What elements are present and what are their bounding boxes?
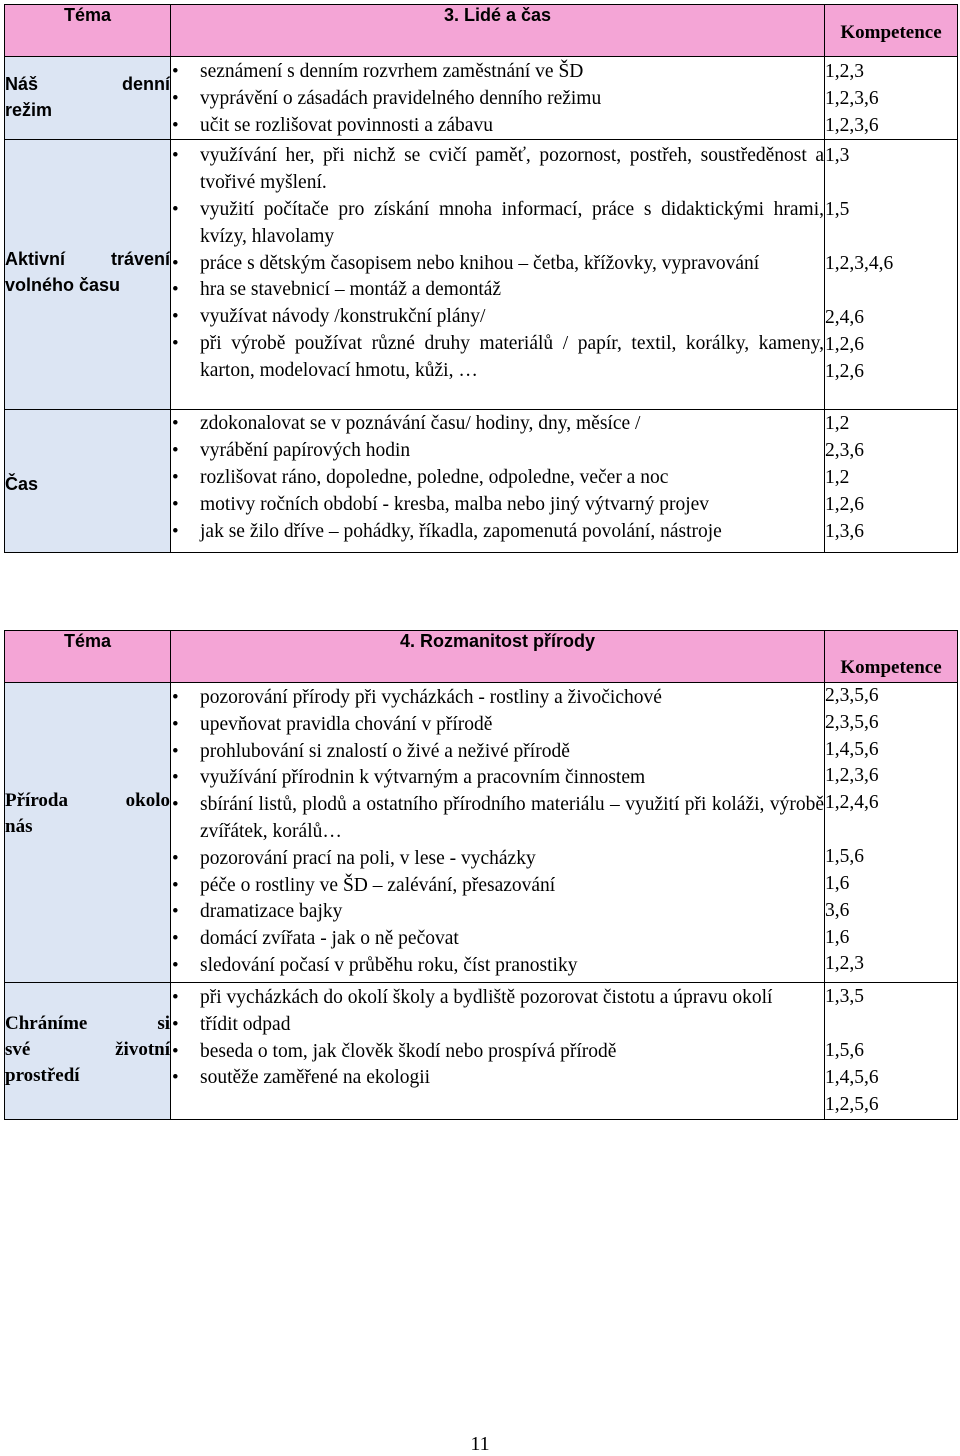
list-item: • využívání přírodnin k výtvarným a pracovním činnostem: [171, 765, 824, 792]
list-item: • zdokonalovat se v poznávání času/ hodiny, dny, měsíce /: [171, 411, 824, 438]
competence-cell: [825, 983, 958, 1120]
list-item: • hra se stavebnicí – montáž a demontáž: [171, 277, 824, 304]
header-title: 3. Lidé a čas: [171, 5, 825, 57]
list-item: • motivy ročních období - kresba, malba nebo jiný výtvarný projev: [171, 492, 824, 519]
table-row: [5, 57, 958, 140]
list-item: • péče o rostliny ve ŠD – zalévání, přesazování: [171, 873, 824, 900]
competence-value: 1,5,6: [825, 1040, 864, 1061]
competence-value: 2,4,6: [825, 307, 864, 329]
topic-priroda-okolo-nas: Příroda okolo nás: [5, 683, 171, 983]
competence-value: 1,2,6: [825, 493, 864, 515]
competence-value: 1,6: [825, 926, 850, 948]
competence-value: 2,3,5,6: [825, 685, 879, 706]
competence-value: 1,2,3: [825, 953, 864, 975]
list-item: • soutěže zaměřené na ekologii: [171, 1065, 824, 1092]
competence-cell: [825, 683, 958, 983]
competence-value: 2,3,5,6: [825, 711, 879, 733]
table-lide-a-cas: [4, 4, 958, 553]
header-topic: Téma: [5, 631, 171, 683]
competence-value: 2,3,6: [825, 440, 864, 462]
competence-value: 1,5,6: [825, 846, 864, 868]
items-cell: [171, 683, 825, 983]
competence-value: 3,6: [825, 899, 850, 921]
list-item: • třídit odpad: [171, 1012, 824, 1039]
competence-value: 1,2,3,6: [825, 87, 879, 109]
items-cell: [171, 140, 825, 410]
header-title: 4. Rozmanitost přírody: [171, 631, 825, 683]
list-item: • pozorování prací na poli, v lese - vycházky: [171, 846, 824, 873]
list-item: • využívání her, při nichž se cvičí paměť, pozornost, postřeh, soustředěnost a tvořivé myšlení.: [171, 143, 824, 197]
table-rozmanitost-prirody: [4, 630, 958, 1120]
list-item: • rozlišovat ráno, dopoledne, poledne, odpoledne, večer a noc: [171, 465, 824, 492]
list-item: • upevňovat pravidla chování v přírodě: [171, 712, 824, 739]
competence-value: 1,2,6: [825, 334, 864, 356]
table-row: [5, 683, 958, 983]
competence-value: 1,2,3,6: [825, 114, 879, 136]
competence-cell: [825, 410, 958, 553]
competence-value: 1,3: [825, 145, 850, 167]
competence-cell: [825, 140, 958, 410]
competence-value: 1,4,5,6: [825, 1066, 879, 1088]
list-item: • využití počítače pro získání mnoha informací, práce s didaktickými hrami, kvízy, hlavolamy: [171, 197, 824, 251]
list-item: • jak se žilo dříve – pohádky, říkadla, zapomenutá povolání, nástroje: [171, 519, 824, 546]
list-item: • vyprávění o zásadách pravidelného denního režimu: [171, 86, 824, 113]
topic-aktivni-traveni: Aktivní trávení volného času: [5, 140, 171, 410]
competence-cell: [825, 57, 958, 140]
table-row: [5, 983, 958, 1120]
list-item: • sledování počasí v průběhu roku, číst pranostiky: [171, 953, 824, 980]
competence-value: 1,2: [825, 466, 850, 488]
list-item: • využívat návody /konstrukční plány/: [171, 304, 824, 331]
list-item: • domácí zvířata - jak o ně pečovat: [171, 926, 824, 953]
topic-nas-denni-rezim: Náš denní režim: [5, 57, 171, 140]
competence-value: 1,6: [825, 872, 850, 894]
competence-value: 1,5: [825, 199, 850, 221]
competence-value: 1,2,3: [825, 61, 864, 82]
items-cell: [171, 57, 825, 140]
competence-value: 1,2,3,4,6: [825, 253, 894, 275]
items-cell: [171, 410, 825, 553]
competence-value: 1,3,5: [825, 986, 864, 1007]
list-item: • při vycházkách do okolí školy a bydliště pozorovat čistotu a úpravu okolí: [171, 985, 824, 1012]
list-item: • vyrábění papírových hodin: [171, 438, 824, 465]
header-competence: Kompetence: [825, 5, 958, 57]
table-header-row: [5, 631, 958, 683]
page-number: 11: [470, 1433, 490, 1455]
competence-value: 1,2: [825, 413, 850, 435]
list-item: • beseda o tom, jak člověk škodí nebo prospívá přírodě: [171, 1039, 824, 1066]
header-competence: Kompetence: [825, 631, 958, 683]
table-row: [5, 140, 958, 410]
list-item: • seznámení s denním rozvrhem zaměstnání ve ŠD: [171, 59, 824, 86]
competence-value: 1,2,5,6: [825, 1093, 879, 1115]
competence-value: 1,2,3,6: [825, 765, 879, 787]
header-topic: Téma: [5, 5, 171, 57]
list-item: • pozorování přírody při vycházkách - rostliny a živočichové: [171, 685, 824, 712]
list-item: • při výrobě používat různé druhy materiálů / papír, textil, korálky, kameny, karton, modelovací hmotu, kůži, …: [171, 331, 824, 385]
list-item: • učit se rozlišovat povinnosti a zábavu: [171, 113, 824, 140]
topic-chranime-prostredi: Chráníme si své životní prostředí: [5, 983, 171, 1120]
competence-value: 1,2,6: [825, 360, 864, 382]
competence-value: 1,4,5,6: [825, 738, 879, 760]
list-item: • dramatizace bajky: [171, 899, 824, 926]
competence-value: 1,2,4,6: [825, 792, 879, 814]
topic-cas: Čas: [5, 410, 171, 553]
competence-value: 1,3,6: [825, 520, 864, 542]
items-cell: [171, 983, 825, 1120]
list-item: • sbírání listů, plodů a ostatního přírodního materiálu – využití při koláži, výrobě zvířátek, korálů…: [171, 792, 824, 846]
list-item: • práce s dětským časopisem nebo knihou – četba, křížovky, vypravování: [171, 251, 824, 278]
table-header-row: [5, 5, 958, 57]
table-row: [5, 410, 958, 553]
list-item: • prohlubování si znalostí o živé a neživé přírodě: [171, 739, 824, 766]
